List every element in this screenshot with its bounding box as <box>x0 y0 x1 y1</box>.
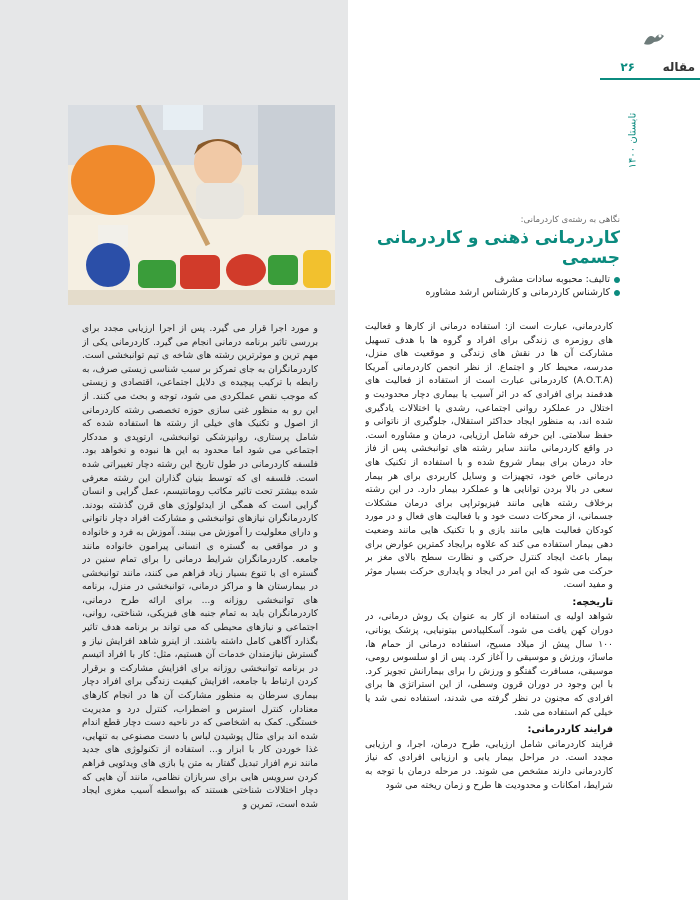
issue-date-vertical <box>623 90 643 200</box>
process-paragraph: فرایند کاردرمانی شامل ارزیابی، طرح درمان، اجرا، و ارزیابی مجدد است. در مراحل بیمار یابی و ارزیابی افرادی که نیاز کاردرمانی دارند مشخص می شوند. در مرحله درمان با توجه به شرایط، امکانات و محدودیت ها طرح و زمان ریخته می شود <box>365 738 613 791</box>
page-header <box>600 60 700 80</box>
issue-date: تابستان ۱۴۰۰ <box>627 112 639 169</box>
article-title: کاردرمانی ذهنی و کاردرمانی جسمی <box>376 228 620 268</box>
author: تالیف: محبوبه سادات مشرف <box>494 274 610 285</box>
section-label: مقاله <box>662 60 695 74</box>
history-heading: تاریخچه: <box>572 596 613 608</box>
article-photo <box>68 105 335 305</box>
article-column-left <box>82 322 318 872</box>
bullet-icon <box>614 277 620 283</box>
continuation-paragraph: و مورد اجرا قرار می گیرد. پس از اجرا ارزیابی مجدد برای بررسی تاثیر برنامه درمانی انجام می گیرد. کاردرمانی یکی از مهم ترین و موثرترین رشته های شاخه ی تیم توانبخشی است. کاردرمانگران به جای تمرکز بر سبب شناسی زیستی صرف، به رابطه با ترکیب پیچیده ی دلایل اجتماعی، اقتصادی و زیستی که موجب نقص عملکردی می شود، توجه و بحث می کنند. از این رو به منظور غنی سازی حوزه تخصصی رشته کاردرمانی از اصول و تکنیک های خیلی از رشته ها استفاده شده که شامل پرستاری، روانپزشکی توانبخشی، ارتوپدی و مددکار اجتماعی می شود اما محدود به این ها نبوده و نخواهد بود. فلسفه کاردرمانی در طول تاریخ این رشته دچار تغییراتی شده است. فلسفه ای که توسط بنیان گذاران این رشته معرفی شده بیشتر تحت تاثیر مکاتب رومانتیسم، عمل گرایی و انسان گرایی است که همگی از ایدئولوژی های قرن گذشته بودند. کاردرمانگران نیازهای توانبخشی و مشارکت افراد دچار ناتوانی و دارای معلولیت را آموزش می بینند. آموزش به فرد و خانواده و در مواقعی به گستره ی انسانی پیرامون خانواده مانند جامعه. کاردرمانگران شرایط درمانی را برای تمام سنین در گستره ای با تنوع بسیار زیاد فراهم می کنند، مانند توانبخشی در بیمارستان ها و مراکز درمانی، توانبخشی در منزل، برنامه های توانبخشی روزانه و... برای ارائه طرح درمانی، کاردرمانگران باید به تمام جنبه های فیزیکی، شناختی، روانی، اجتماعی و نیازهای محیطی که می تواند بر برنامه هدف تاثیر بگذارد آگاهی کامل داشته باشند. از اینرو شاهد افزایش نیاز و گسترش نیازمندان خدمات آن هستیم، مثل: کار با افراد اتیسم در برنامه توانبخشی روزانه برای افزایش مشارکت و برقرار کردن ارتباط با جامعه، افزایش کیفیت زندگی برای افراد دچار بیماری سرطان به منظور مشارکت آن ها در انجام کارهای معنادار، کنترل استرس و اضطراب، کنترل درد و مدیریت خستگی. کمک به اشخاصی که در ناحیه دست دچار قطع اندام شده اند برای مثال پوشیدن لباس با دست مصنوعی به تنهایی، غذا خوردن کار با ابزار و... استفاده از تکنولوژی های جدید مانند نرم افزار تبدیل گفتار به متن یا بازی های ویدئویی فراهم کردن سرویس هایی برای سربازان نظامی، مانند آن هایی که دچار اختلالات شناختی هستند که بواسطه آسیب مغزی ایجاد شده است، تمرین و <box>82 323 318 810</box>
article-column-right <box>365 320 613 880</box>
article-kicker: نگاهی به رشته‌ی کاردرمانی: <box>520 215 620 225</box>
article-title-block <box>355 215 620 300</box>
history-paragraph: شواهد اولیه ی استفاده از کار به عنوان یک روش درمانی، در دوران کهن یافت می شود. آسکلپیادس بیتونیایی، پزشک یونانی، ۱۰۰ سال پیش از میلاد مسیح، استفاده درمانی از حمام ها، ماساژ، ورزش و موسیقی را آغاز کرد. پس از او سلسوس رومی، موسیقی، مسافرت گفتگو و ورزش را برای بیمارانش تجویز کرد. با این وجود در دوران قرون وسطی، از این استراتژی ها برای افرادی که مجنون در نظر گرفته می شدند، استفاده نمی شد یا خیلی کم استفاده می شد. <box>365 611 613 718</box>
intro-paragraph: کاردرمانی، عبارت است از: استفاده درمانی از کارها و فعالیت های روزمره ی زندگی برای افراد و گروه ها با هدف تسهیل مشارکت آن ها در نقش های زندگی و موقعیت های منزل، مدرسه، محیط کار و اجتماع. از نظر انجمن کاردرمانی آمریکا (A.O.T.A) کاردرمانی عبارت است از استفاده از فعالیت های هدفمند برای افرادی که در اثر آسیب یا بیماری دچار محدودیت و اختلال در عملکرد روانی اجتماعی، رشدی یا اختلالات یادگیری شده اند، به منظور ایجاد حداکثر استقلال، جلوگیری از ناتوانی و حفظ سلامتی. این حرفه شامل ارزیابی، درمان و مشاوره است. در واقع کاردرمانی مانند سایر رشته های توانبخشی پس از فاز حاد درمان برای بیمار شروع شده و با استفاده از تکنیک های درمانی خاص خود، تجهیزات و وسایل کاربردی برای هر بیمار سعی در بالا بردن توانایی ها و عملکرد بیمار دارد. در این رشته برخلاف رشته هایی مانند فیزیوتراپی برای درمان مشکلات جسمانی، از محرکات دست خود و با فعالیت های فعال و در مورد کودکان فعالیت هایی مانند بازی و با تکنیک هایی مانند وضعیت دهی بیمار استفاده می کند که علاوه برایجاد کمترین عوارض برای بیمار باعث ایجاد کنترل حرکتی و نظارت سطح بالای مغز بر حرکت می شود که این امر در ایجاد و پایداری حرکت بسیار موثر و مفید است. <box>365 321 613 591</box>
magazine-logo-icon <box>641 28 667 50</box>
bullet-icon <box>614 290 620 296</box>
author-line <box>355 274 620 285</box>
author-role-line <box>355 287 620 298</box>
header-rule <box>600 78 700 80</box>
author-role: کارشناس کاردرمانی و کارشناس ارشد مشاوره <box>425 287 610 298</box>
page-number: ۲۶ <box>620 60 635 74</box>
process-heading: فرایند کاردرمانی: <box>527 724 613 736</box>
